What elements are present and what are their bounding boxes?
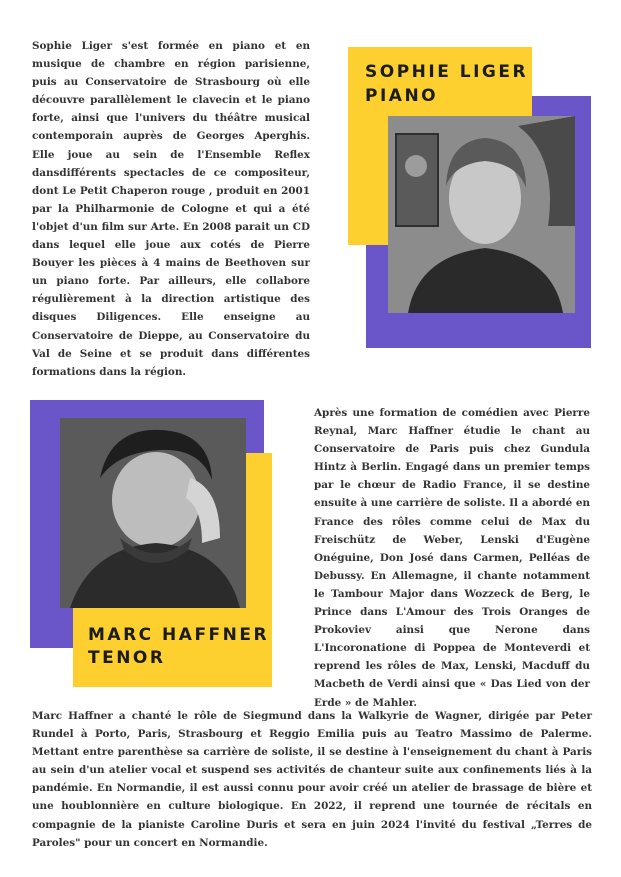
sophie-liger-photo xyxy=(388,116,575,313)
sophie-liger-name: SOPHIE LIGER xyxy=(365,62,529,82)
marc-haffner-name: MARC HAFFNER xyxy=(88,625,270,645)
sophie-liger-role: PIANO xyxy=(365,86,439,106)
marc-haffner-bio-continued: Marc Haffner a chanté le rôle de Siegmund dans la Walkyrie de Wagner, dirigée par Peter Rundel à Porto, Paris, Strasbourg et Reggio Emilia puis au Teatro Massimo de Palerme. Mettant entre parenthèse sa carrière de soliste, il se destine à l'enseignement du chant à Paris au sein d'un atelier vocal et suspend ses activités de chanteur suite aux confinements liés à la pandémie. En Normandie, il est aussi connu pour avoir créé un atelier de brassage de bière et une houblonnière en culture biologique. En 2022, il reprend une tournée de récitals en compagnie de la pianiste Caroline Duris et sera en juin 2024 l'invité du festival „Terres de Paroles" pour un concert en Normandie. xyxy=(32,710,592,849)
marc-haffner-bio: Après une formation de comédien avec Pierre Reynal, Marc Haffner étudie le chant au Conservatoire de Paris puis chez Gundula Hintz à Berlin. Engagé dans un premier temps par le chœur de Radio France, il se destine ensuite à une carrière de soliste. Il a abordé en France des rôles comme celui de Max du Freischütz de Weber, Lenski d'Eugène Onéguine, Don José dans Carmen, Pelléas de Debussy. En Allemagne, il chante notamment le Tambour Major dans Wozzeck de Berg, le Prince dans L'Amour des Trois Oranges de Prokoviev ainsi que Nerone dans L'Incoronatione di Poppea de Monteverdi et reprend les rôles de Max, Lenski, Macduff du Macbeth de Verdi ainsi que « Das Lied von der Erde » de Mahler. xyxy=(314,407,591,709)
sophie-liger-bio: Sophie Liger s'est formée en piano et en musique de chambre en région parisienne, puis au Conservatoire de Strasbourg où elle découvre parallèlement le clavecin et le piano forte, ainsi que l'univers du théâtre musical contemporain auprès de Georges Aperghis. Elle joue au sein de l'Ensemble Reflex dansdifférents spectacles de ce compositeur, dont Le Petit Chaperon rouge , produit en 2001 par la Philharmonie de Cologne et qui a été l'objet d'un film sur Arte. En 2008 parait un CD dans lequel elle joue aux cotés de Pierre Bouyer les pièces à 4 mains de Beethoven sur un piano forte. Par ailleurs, elle collabore régulièrement à la direction artistique des disques Diligences. Elle enseigne au Conservatoire de Dieppe, au Conservatoire du Val de Seine et se produit dans différentes formations dans la région. xyxy=(32,40,310,378)
marc-haffner-role: TENOR xyxy=(88,648,166,668)
marc-haffner-photo xyxy=(60,418,246,608)
